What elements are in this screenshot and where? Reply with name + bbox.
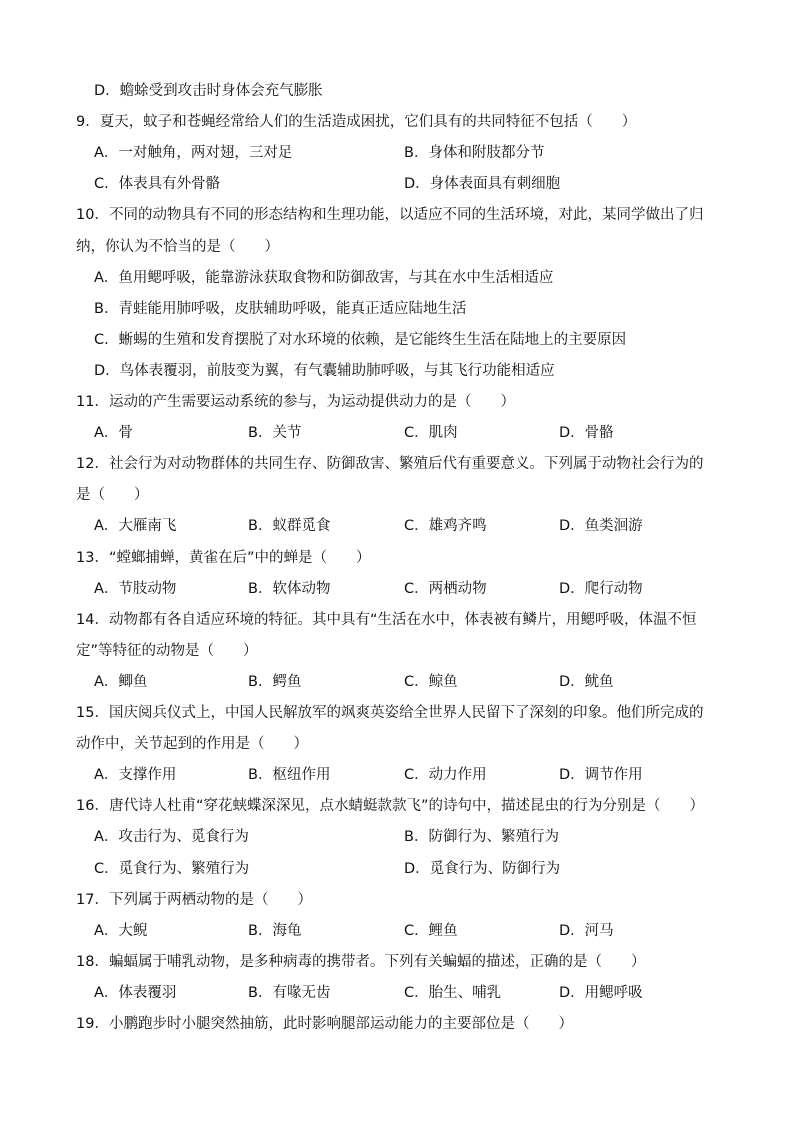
question-stem-continued: 定”等特征的动物是（ ）: [76, 643, 258, 659]
answer-option: B．蚁群觅食: [248, 518, 331, 534]
answer-option: D．觅食行为、防御行为: [404, 861, 561, 877]
answer-option: D．鸟体表覆羽，前肢变为翼，有气囊辅助肺呼吸，与其飞行功能相适应: [94, 363, 555, 379]
answer-option: A．大鲵: [94, 923, 148, 939]
answer-option: C．两栖动物: [404, 581, 487, 597]
question-stem-continued: 动作中，关节起到的作用是（ ）: [76, 736, 308, 752]
answer-option: B．青蛙能用肺呼吸，皮肤辅助呼吸，能真正适应陆地生活: [94, 301, 467, 317]
answer-option: A．一对触角，两对翅，三对足: [94, 145, 293, 161]
question-stem: 10．不同的动物具有不同的形态结构和生理功能，以适应不同的生活环境，对此，某同学做出了归: [76, 207, 704, 223]
answer-option: D．鱼类洄游: [559, 518, 643, 534]
question-stem: 17．下列属于两栖动物的是（ ）: [76, 892, 312, 908]
answer-option: D．鱿鱼: [559, 674, 614, 690]
question-stem: 12．社会行为对动物群体的共同生存、防御敌害、繁殖后代有重要意义。下列属于动物社会行为的: [76, 456, 704, 472]
answer-option: C．动力作用: [404, 767, 487, 783]
answer-option: D．调节作用: [559, 767, 643, 783]
answer-option: A．体表覆羽: [94, 985, 177, 1001]
answer-option: C．胎生、哺乳: [404, 985, 502, 1001]
question-stem: 13．“螳螂捕蝉，黄雀在后”中的蝉是（ ）: [76, 550, 371, 566]
answer-option: D．爬行动物: [559, 581, 643, 597]
answer-option: B．鳄鱼: [248, 674, 302, 690]
answer-option: C．觅食行为、繁殖行为: [94, 861, 250, 877]
answer-option: B．身体和附肢都分节: [404, 145, 545, 161]
answer-option: A．节肢动物: [94, 581, 177, 597]
answer-option: D．用鳃呼吸: [559, 985, 643, 1001]
answer-option: A．骨: [94, 425, 133, 441]
answer-option: B．枢纽作用: [248, 767, 331, 783]
answer-option: B．海龟: [248, 923, 302, 939]
answer-option: D．身体表面具有刺细胞: [404, 176, 561, 192]
answer-option: D．蟾蜍受到攻击时身体会充气膨胀: [94, 83, 323, 99]
question-stem: 11．运动的产生需要运动系统的参与，为运动提供动力的是（ ）: [76, 394, 515, 410]
question-stem: 16．唐代诗人杜甫“穿花蛱蝶深深见，点水蜻蜓款款飞”的诗句中，描述昆虫的行为分别是（ ）: [76, 798, 704, 814]
answer-option: D．河马: [559, 923, 614, 939]
answer-option: C．鲤鱼: [404, 923, 458, 939]
answer-option: B．防御行为、繁殖行为: [404, 829, 559, 845]
answer-option: A．鲫鱼: [94, 674, 148, 690]
answer-option: A．支撑作用: [94, 767, 177, 783]
answer-option: C．鲸鱼: [404, 674, 458, 690]
answer-option: A．鱼用鳃呼吸，能靠游泳获取食物和防御敌害，与其在水中生活相适应: [94, 270, 554, 286]
answer-option: D．骨骼: [559, 425, 614, 441]
question-stem: 18．蝙蝠属于哺乳动物，是多种病毒的携带者。下列有关蝙蝠的描述，正确的是（ ）: [76, 954, 646, 970]
answer-option: C．肌肉: [404, 425, 458, 441]
answer-option: A．攻击行为、觅食行为: [94, 829, 249, 845]
question-stem: 9．夏天，蚊子和苍蝇经常给人们的生活造成困扰，它们具有的共同特征不包括（ ）: [76, 114, 637, 130]
answer-option: C．雄鸡齐鸣: [404, 518, 487, 534]
question-stem: 15．国庆阅兵仪式上，中国人民解放军的飒爽英姿给全世界人民留下了深刻的印象。他们所完成的: [76, 705, 704, 721]
question-stem-continued: 是（ ）: [76, 487, 149, 503]
answer-option: B．有喙无齿: [248, 985, 331, 1001]
answer-option: B．关节: [248, 425, 302, 441]
question-stem: 19．小鹏跑步时小腿突然抽筋，此时影响腿部运动能力的主要部位是（ ）: [76, 1016, 573, 1032]
question-stem-continued: 纳，你认为不恰当的是（ ）: [76, 239, 279, 255]
answer-option: B．软体动物: [248, 581, 331, 597]
answer-option: C．体表具有外骨骼: [94, 176, 221, 192]
question-stem: 14．动物都有各自适应环境的特征。其中具有“生活在水中，体表被有鳞片，用鳃呼吸，体温不恒: [76, 612, 697, 628]
answer-option: C．蜥蜴的生殖和发育摆脱了对水环境的依赖，是它能终生生活在陆地上的主要原因: [94, 332, 627, 348]
answer-option: A．大雁南飞: [94, 518, 177, 534]
